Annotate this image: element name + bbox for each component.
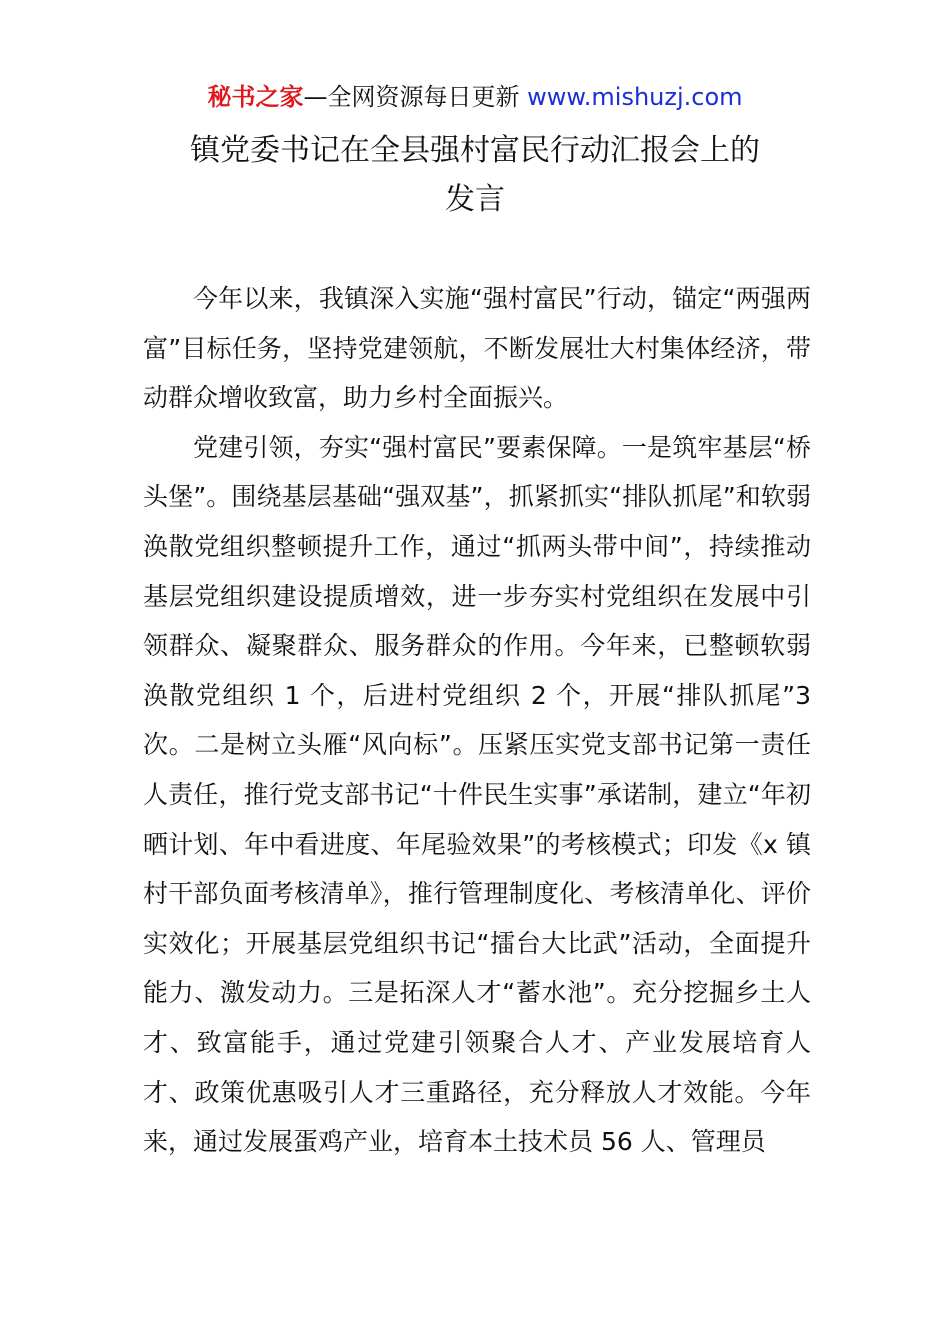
brand-name: 秘书之家 bbox=[207, 83, 304, 111]
title-line-1: 镇党委书记在全县强村富民行动汇报会上的 bbox=[190, 133, 760, 168]
document-body bbox=[143, 274, 811, 1167]
site-banner bbox=[0, 80, 950, 114]
paragraph-intro: 今年以来，我镇深入实施“强村富民”行动，锚定“两强两富”目标任务，坚持党建领航，不断发展壮大村集体经济，带动群众增收致富，助力乡村全面振兴。 bbox=[143, 284, 811, 413]
banner-tagline: —全网资源每日更新 bbox=[303, 83, 528, 111]
paragraph-party-building: 党建引领，夯实“强村富民”要素保障。一是筑牢基层“桥头堡”。围绕基层基础“强双基”，抓紧抓实“排队抓尾”和软弱涣散党组织整顿提升工作，通过“抓两头带中间”，持续推动基层党组织建设提质增效，进一步夯实村党组织在发展中引领群众、凝聚群众、服务群众的作用。今年来，已整顿软弱涣散党组织 1 个，后进村党组织 2 个，开展“排队抓尾”3 次。二是树立头雁“风向标”。压紧压实党支部书记第一责任人责任，推行党支部书记“十件民生实事”承诺制，建立“年初晒计划、年中看进度、年尾验效果”的考核模式；印发《x 镇村干部负面考核清单》，推行管理制度化、考核清单化、评价实效化；开展基层党组织书记“擂台大比武”活动，全面提升能力、激发动力。三是拓深人才“蓄水池”。充分挖掘乡土人才、致富能手，通过党建引领聚合人才、产业发展培育人才、政策优惠吸引人才三重路径，充分释放人才效能。今年来，通过发展蛋鸡产业，培育本土技术员 56 人、管理员 bbox=[143, 432, 811, 1157]
document-title bbox=[120, 126, 830, 224]
title-line-2: 发言 bbox=[445, 182, 505, 217]
site-url[interactable]: www.mishuzj.com bbox=[527, 83, 743, 111]
